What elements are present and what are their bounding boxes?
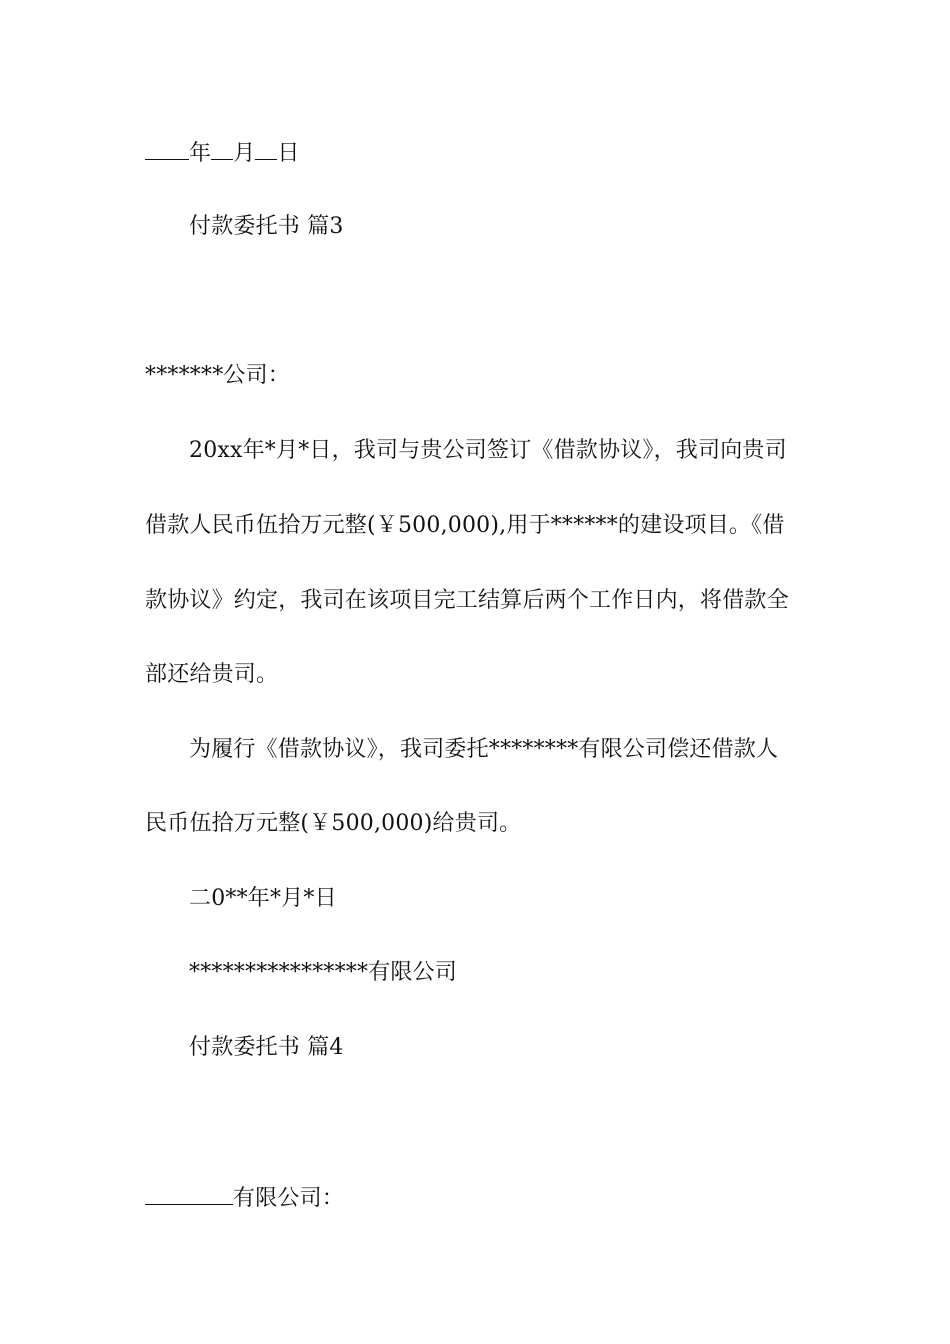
year-suffix: 年: [189, 141, 212, 166]
addressee-4: [145, 1186, 815, 1210]
paragraph-1-line-3: 款协议》约定，我司在该项目完工结算后两个工作日内，将借款全: [145, 588, 789, 613]
section-heading-3: 付款委托书 篇3: [189, 214, 344, 239]
date-line: [145, 141, 815, 165]
signature-date: 二0**年*月*日: [189, 886, 337, 911]
day-blank: [255, 141, 277, 160]
paragraph-1-line-2: 借款人民币伍拾万元整(￥500,000),用于******的建设项目。《借: [145, 513, 785, 538]
day-suffix: 日: [277, 141, 300, 166]
paragraph-2-line-2: 民币伍拾万元整(￥500,000)给贵司。: [145, 811, 522, 836]
company-name-blank: [145, 1186, 233, 1205]
month-blank: [211, 141, 233, 160]
section-heading-4: 付款委托书 篇4: [189, 1035, 344, 1060]
addressee-3: *******公司：: [145, 363, 291, 388]
year-blank: [145, 141, 189, 160]
paragraph-2-line-1: 为履行《借款协议》，我司委托********有限公司偿还借款人: [189, 737, 779, 762]
paragraph-1-line-1: 20xx年*月*日，我司与贵公司签订《借款协议》，我司向贵司: [189, 438, 787, 463]
addressee-4-suffix: 有限公司：: [233, 1186, 345, 1211]
signature-company: ****************有限公司: [189, 960, 458, 985]
paragraph-1-line-4: 部还给贵司。: [145, 662, 279, 687]
month-suffix: 月: [233, 141, 256, 166]
